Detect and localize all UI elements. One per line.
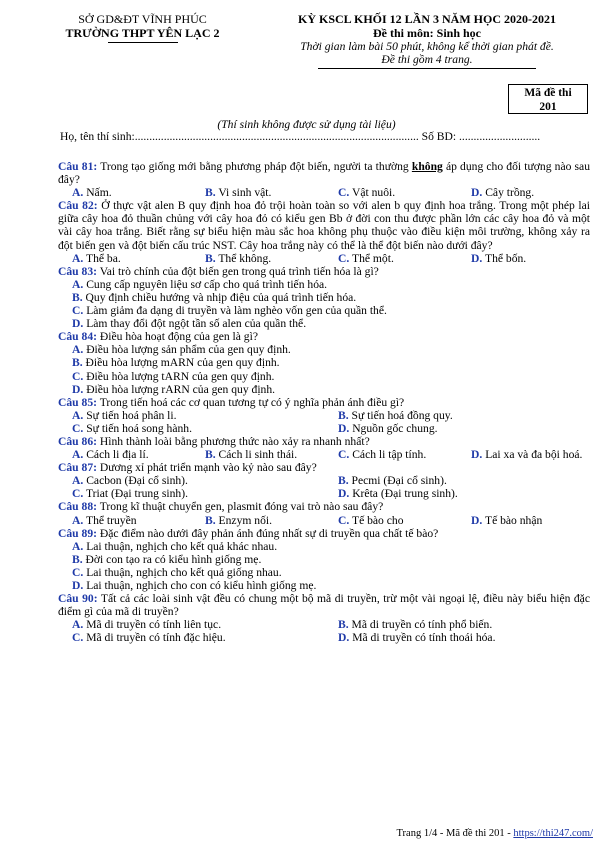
options-row bbox=[58, 487, 590, 500]
option-text: Cây trồng. bbox=[485, 186, 535, 200]
option-key: B. bbox=[205, 448, 216, 462]
option-text: Cacbon (Đại cổ sinh). bbox=[86, 474, 188, 488]
question-emphasis: không bbox=[411, 160, 443, 173]
question-text: Ở thực vật alen B quy định hoa đỏ trội hoàn toàn so với alen b quy định hoa trắng. Trong một phép lai giữa cây hoa đỏ thuần chủng với cây hoa đỏ có kiểu gen Bb ở đời con thu được phần lớn các cây hoa đỏ và một vài cây hoa trắng. Biết rằng sự biểu hiện màu sắc hoa không phụ thuộc vào điều kiện môi trường, không xảy ra đột biến gen và đột biến cấu trúc NST. Cây hoa trắng này có thể là thể đột biến nào dưới đây? bbox=[58, 199, 590, 252]
option-text: Tế bào cho bbox=[351, 513, 404, 527]
options-row bbox=[58, 618, 590, 631]
option-text: Thể một. bbox=[351, 251, 394, 265]
question-number: Câu 83: bbox=[58, 264, 97, 278]
option-key: A. bbox=[72, 186, 84, 200]
question-81 bbox=[58, 160, 590, 199]
option-text: Triat (Đại trung sinh). bbox=[85, 487, 188, 501]
answer-option bbox=[58, 278, 327, 291]
question-90 bbox=[58, 592, 590, 644]
option-text: Mã di truyền có tính thoái hóa. bbox=[352, 631, 496, 645]
option-key: B. bbox=[205, 513, 216, 527]
answer-option bbox=[457, 252, 590, 265]
answer-option bbox=[457, 514, 590, 527]
page-footer bbox=[397, 828, 594, 840]
question-number: Câu 85: bbox=[58, 395, 97, 409]
option-text: Sự tiến hoá song hành. bbox=[86, 421, 192, 435]
answer-option bbox=[58, 370, 274, 383]
question-stem bbox=[58, 500, 590, 513]
option-text: Thể không. bbox=[218, 251, 272, 265]
option-key: B. bbox=[72, 356, 83, 370]
header-left bbox=[40, 12, 245, 43]
question-text: Tất cả các loài sinh vật đều có chung một bộ mã di truyền, trừ một vài ngoại lệ, điều này biểu hiện đặc điểm gì của mã di truyền? bbox=[58, 592, 590, 619]
answer-option bbox=[324, 422, 590, 435]
options-row bbox=[58, 304, 590, 317]
answer-option bbox=[324, 631, 590, 644]
question-number: Câu 90: bbox=[58, 592, 98, 606]
options-row bbox=[58, 566, 590, 579]
option-text: Cách li địa lí. bbox=[86, 448, 149, 462]
option-key: B. bbox=[72, 290, 83, 304]
question-number: Câu 82: bbox=[58, 199, 98, 213]
question-text: Trong kĩ thuật chuyển gen, plasmit đóng vai trò nào sau đây? bbox=[99, 500, 384, 514]
question-84 bbox=[58, 330, 590, 395]
option-key: D. bbox=[72, 317, 84, 331]
option-text: Lai thuận, nghịch cho kết quả giống nhau. bbox=[86, 565, 282, 579]
questions-list bbox=[58, 160, 590, 644]
option-key: D. bbox=[338, 487, 350, 501]
answer-option bbox=[58, 631, 324, 644]
option-text: Tế bào nhận bbox=[484, 513, 543, 527]
candidate-info-line: Họ, tên thí sinh:.................................................................................................. Số BD: ............................ bbox=[60, 130, 541, 143]
school-name: TRƯỜNG THPT YÊN LẠC 2 bbox=[65, 26, 220, 40]
option-key: C. bbox=[72, 304, 84, 318]
answer-option bbox=[457, 186, 590, 199]
option-key: C. bbox=[72, 565, 84, 579]
option-key: B. bbox=[338, 474, 349, 488]
options-row bbox=[58, 356, 590, 369]
options-row bbox=[58, 514, 590, 527]
footer-link[interactable]: https://thi247.com/ bbox=[513, 828, 593, 839]
question-86 bbox=[58, 435, 590, 461]
option-key: D. bbox=[471, 513, 483, 527]
option-key: C. bbox=[338, 186, 350, 200]
option-text: Lai xa và đa bội hoá. bbox=[485, 448, 583, 462]
exam-code-value: 201 bbox=[539, 101, 557, 113]
answer-option bbox=[324, 409, 590, 422]
answer-option bbox=[324, 186, 457, 199]
option-text: Nấm. bbox=[86, 186, 112, 200]
option-text: Đời con tạo ra có kiểu hình giống mẹ. bbox=[85, 552, 262, 566]
option-key: C. bbox=[72, 487, 84, 501]
question-85 bbox=[58, 396, 590, 435]
options-row bbox=[58, 553, 590, 566]
options-row bbox=[58, 252, 590, 265]
options-row bbox=[58, 278, 590, 291]
answer-option bbox=[457, 448, 590, 461]
answer-option bbox=[58, 540, 277, 553]
answer-option bbox=[324, 487, 590, 500]
option-key: C. bbox=[338, 513, 350, 527]
option-text: Cách li tập tính. bbox=[352, 448, 427, 462]
option-key: D. bbox=[72, 579, 84, 592]
answer-option bbox=[58, 422, 324, 435]
question-text: Đặc điểm nào dưới đây phản ánh đúng nhất sự di truyền qua chất tế bào? bbox=[99, 526, 439, 540]
option-key: A. bbox=[72, 251, 84, 265]
options-row bbox=[58, 186, 590, 199]
option-key: B. bbox=[205, 251, 216, 265]
options-row bbox=[58, 343, 590, 356]
option-text: Mã di truyền có tính đặc hiệu. bbox=[86, 631, 226, 645]
option-key: C. bbox=[338, 448, 350, 462]
question-text: Hình thành loài bằng phương thức nào xảy ra nhanh nhất? bbox=[99, 434, 370, 448]
question-83 bbox=[58, 265, 590, 330]
exam-code-label: Mã đề thi bbox=[524, 87, 572, 99]
question-stem bbox=[58, 592, 590, 618]
answer-option bbox=[58, 383, 275, 396]
option-text: Quy định chiều hướng và nhịp điệu của quá trình tiến hóa. bbox=[85, 290, 357, 304]
exam-title: KỲ KSCL KHỐI 12 LẦN 3 NĂM HỌC 2020-2021 bbox=[297, 12, 556, 26]
question-stem bbox=[58, 527, 590, 540]
time-note: Thời gian làm bài 50 phút, không kể thời gian phát đề. bbox=[300, 40, 554, 53]
exam-subject: Đề thi môn: Sinh học bbox=[372, 26, 482, 40]
question-stem bbox=[58, 461, 590, 474]
no-documents-note: (Thí sinh không được sử dụng tài liệu) bbox=[217, 118, 396, 131]
question-number: Câu 84: bbox=[58, 330, 97, 344]
option-key: B. bbox=[338, 408, 349, 422]
option-text: Điều hòa lượng mARN của gen quy định. bbox=[85, 356, 280, 370]
answer-option bbox=[58, 618, 324, 631]
option-key: C. bbox=[72, 631, 84, 645]
pages-note: Đề thi gồm 4 trang. bbox=[381, 53, 473, 66]
answer-option bbox=[58, 186, 191, 199]
options-row bbox=[58, 370, 590, 383]
question-number: Câu 87: bbox=[58, 461, 97, 475]
option-key: A. bbox=[72, 474, 84, 488]
option-key: C. bbox=[338, 251, 350, 265]
option-text: Thể truyền bbox=[85, 513, 137, 527]
answer-option bbox=[58, 514, 191, 527]
option-key: B. bbox=[205, 186, 216, 200]
answer-option bbox=[191, 186, 324, 199]
option-text: Thể ba. bbox=[85, 251, 121, 265]
option-text: Cách li sinh thái. bbox=[218, 448, 298, 462]
options-row bbox=[58, 291, 590, 304]
option-text: Mã di truyền có tính liên tục. bbox=[86, 618, 222, 632]
option-text: Mã di truyền có tính phổ biến. bbox=[351, 618, 493, 632]
option-text: Cung cấp nguyên liệu sơ cấp cho quá trình tiến hóa. bbox=[86, 277, 328, 291]
answer-option bbox=[191, 514, 324, 527]
answer-option bbox=[324, 252, 457, 265]
answer-option bbox=[191, 252, 324, 265]
option-text: Vi sinh vật. bbox=[218, 186, 272, 200]
options-row bbox=[58, 317, 590, 330]
department-name: SỞ GD&ĐT VĨNH PHÚC bbox=[78, 12, 207, 26]
option-key: B. bbox=[338, 618, 349, 632]
option-key: A. bbox=[72, 343, 84, 357]
option-text: Làm thay đổi đột ngột tần số alen của quần thể. bbox=[86, 317, 307, 331]
options-row bbox=[58, 383, 590, 396]
options-row bbox=[58, 540, 590, 553]
question-text: Trong tạo giống mới bằng phương pháp đột biến, người ta thường bbox=[100, 160, 412, 173]
question-number: Câu 88: bbox=[58, 500, 97, 514]
question-number: Câu 86: bbox=[58, 434, 97, 448]
question-82 bbox=[58, 199, 590, 264]
answer-option bbox=[58, 487, 324, 500]
answer-option bbox=[58, 474, 324, 487]
answer-option bbox=[58, 566, 282, 579]
question-text-end: áp dụng cho đối tượng nào sau đây? bbox=[58, 160, 590, 187]
option-text: Pecmi (Đại cổ sinh). bbox=[351, 474, 447, 488]
header-right-rule bbox=[318, 68, 536, 69]
answer-option bbox=[58, 356, 280, 369]
question-stem bbox=[58, 265, 590, 278]
options-row bbox=[58, 422, 590, 435]
option-key: A. bbox=[72, 277, 84, 291]
option-text: Điều hòa lượng sản phẩm của gen quy định. bbox=[86, 343, 291, 357]
option-text: Lai thuận, nghịch cho kết quả khác nhau. bbox=[86, 539, 278, 553]
answer-option bbox=[324, 514, 457, 527]
option-key: D. bbox=[471, 251, 483, 265]
option-key: A. bbox=[72, 618, 84, 632]
option-key: B. bbox=[72, 552, 83, 566]
answer-option bbox=[58, 448, 191, 461]
question-stem bbox=[58, 199, 590, 251]
option-key: D. bbox=[338, 421, 350, 435]
answer-option bbox=[58, 252, 191, 265]
answer-option bbox=[58, 317, 306, 330]
answer-option bbox=[191, 448, 324, 461]
option-key: D. bbox=[338, 631, 350, 645]
options-row bbox=[58, 409, 590, 422]
footer-text: Trang 1/4 - Mã đề thi 201 - bbox=[396, 828, 514, 839]
answer-option bbox=[58, 291, 356, 304]
question-88 bbox=[58, 500, 590, 526]
exam-code-box bbox=[508, 84, 588, 114]
option-key: C. bbox=[72, 369, 84, 383]
option-text: Sự tiến hoá phân li. bbox=[86, 408, 177, 422]
option-text: Thể bốn. bbox=[484, 251, 527, 265]
question-stem bbox=[58, 396, 590, 409]
question-number: Câu 89: bbox=[58, 526, 97, 540]
header-right bbox=[262, 12, 592, 69]
option-text: Enzym nối. bbox=[218, 513, 272, 527]
option-key: C. bbox=[72, 421, 84, 435]
header-left-rule bbox=[108, 42, 178, 43]
option-key: A. bbox=[72, 513, 84, 527]
option-text: Krêta (Đại trung sinh). bbox=[352, 487, 458, 501]
answer-option bbox=[58, 579, 316, 592]
answer-option bbox=[324, 618, 590, 631]
option-key: D. bbox=[72, 382, 84, 396]
answer-option bbox=[58, 553, 261, 566]
question-text: Điều hòa hoạt động của gen là gì? bbox=[99, 330, 258, 344]
answer-option bbox=[58, 304, 387, 317]
option-text: Điều hòa lượng rARN của gen quy định. bbox=[86, 382, 276, 396]
answer-option bbox=[324, 474, 590, 487]
option-text: Vật nuôi. bbox=[351, 186, 396, 200]
question-stem bbox=[58, 435, 590, 448]
question-stem bbox=[58, 160, 590, 186]
option-key: A. bbox=[72, 408, 84, 422]
question-text: Trong tiến hoá các cơ quan tương tự có ý nghĩa phản ánh điều gì? bbox=[99, 395, 405, 409]
option-text: Sự tiến hoá đồng quy. bbox=[351, 408, 453, 422]
answer-option bbox=[58, 343, 291, 356]
option-key: D. bbox=[471, 448, 483, 462]
question-text: Dương xỉ phát triển mạnh vào kỷ nào sau đây? bbox=[99, 461, 317, 475]
question-87 bbox=[58, 461, 590, 500]
answer-option bbox=[324, 448, 457, 461]
answer-option bbox=[58, 409, 324, 422]
question-89 bbox=[58, 527, 590, 592]
options-row bbox=[58, 631, 590, 644]
options-row bbox=[58, 448, 590, 461]
option-text: Điều hòa lượng tARN của gen quy định. bbox=[86, 369, 275, 383]
question-text: Vai trò chính của đột biến gen trong quá trình tiến hóa là gì? bbox=[99, 264, 379, 278]
option-text: Làm giảm đa dạng di truyền và làm nghèo vốn gen của quần thể. bbox=[86, 304, 387, 318]
question-stem bbox=[58, 330, 590, 343]
option-key: D. bbox=[471, 186, 483, 200]
question-number: Câu 81: bbox=[58, 160, 98, 173]
option-text: Lai thuận, nghịch cho con có kiểu hình giống mẹ. bbox=[86, 579, 317, 592]
option-key: A. bbox=[72, 539, 84, 553]
option-key: A. bbox=[72, 448, 84, 462]
options-row bbox=[58, 579, 590, 592]
options-row bbox=[58, 474, 590, 487]
option-text: Nguồn gốc chung. bbox=[352, 421, 438, 435]
